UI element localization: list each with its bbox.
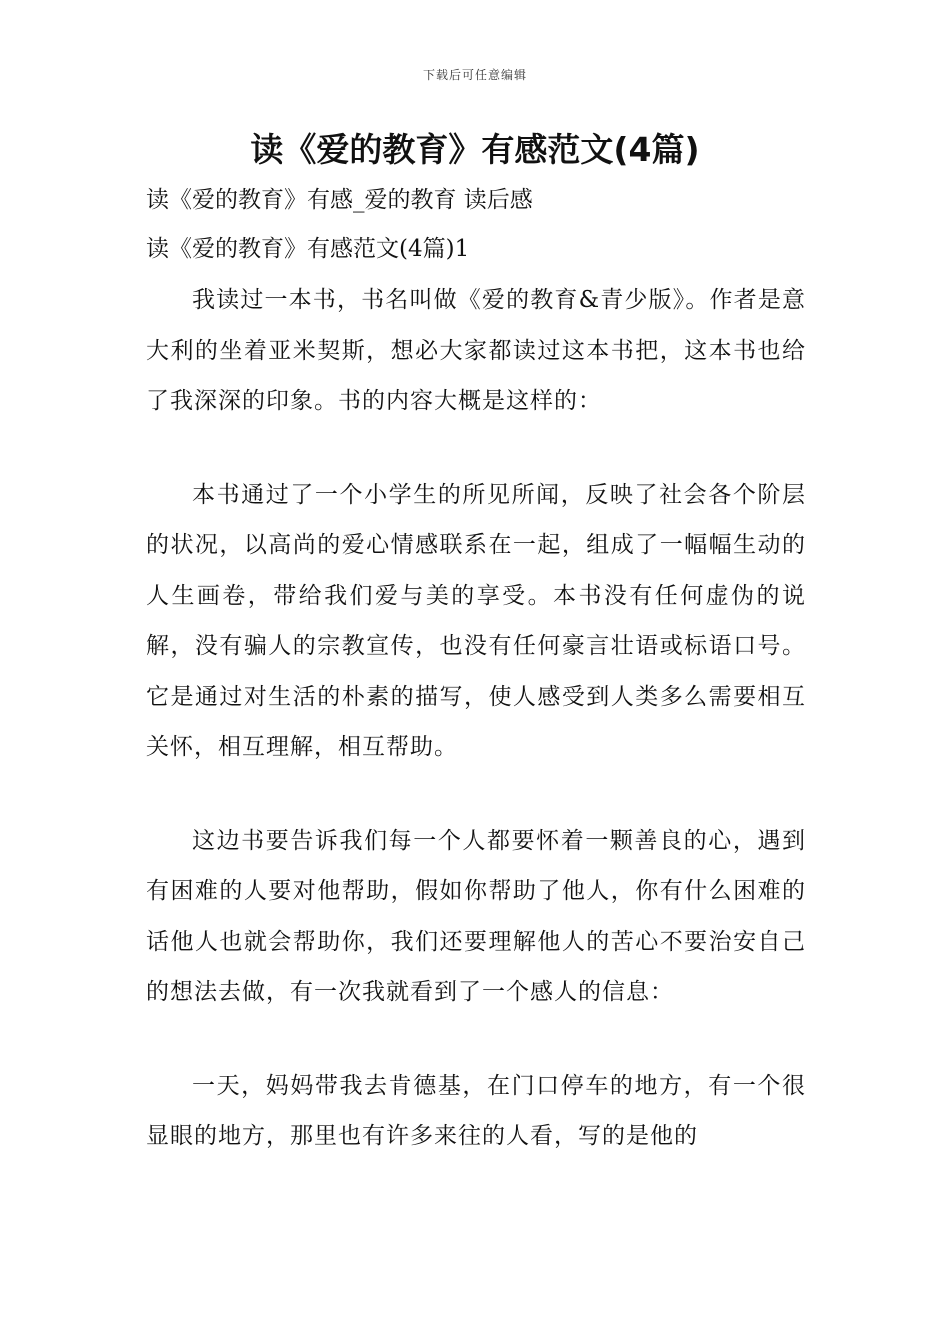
paragraph-2: 本书通过了一个小学生的所见所闻，反映了社会各个阶层的状况，以高尚的爱心情感联系在一起，组成了一幅幅生动的人生画卷，带给我们爱与美的享受。本书没有任何虚伪的说解，没有骗人的宗教宣传，也没有任何豪言壮语或标语口号。它是通过对生活的朴素的描写，使人感受到人类多么需要相互关怀，相互理解，相互帮助。 xyxy=(146,481,806,760)
paragraph-4: 一天，妈妈带我去肯德基，在门口停车的地方，有一个很显眼的地方，那里也有许多来往的人看，写的是他的 xyxy=(146,1072,806,1149)
header-note: 下载后可任意编辑 xyxy=(422,68,527,82)
document-subtitle-1: 读《爱的教育》有感_爱的教育 读后感 xyxy=(146,187,533,213)
document-body xyxy=(146,275,806,1162)
document-title: 读《爱的教育》有感范文(4篇) xyxy=(250,130,700,169)
paragraph-1: 我读过一本书，书名叫做《爱的教育&青少版》。作者是意大利的坐着亚米契斯，想必大家都读过这本书把，这本书也给了我深深的印象。书的内容大概是这样的： xyxy=(146,287,806,414)
document-subtitle-2: 读《爱的教育》有感范文(4篇)1 xyxy=(146,236,470,262)
paragraph-3: 这边书要告诉我们每一个人都要怀着一颗善良的心，遇到有困难的人要对他帮助，假如你帮助了他人，你有什么困难的话他人也就会帮助你，我们还要理解他人的苦心不要治安自己的想法去做，有一次我就看到了一个感人的信息： xyxy=(146,827,806,1005)
